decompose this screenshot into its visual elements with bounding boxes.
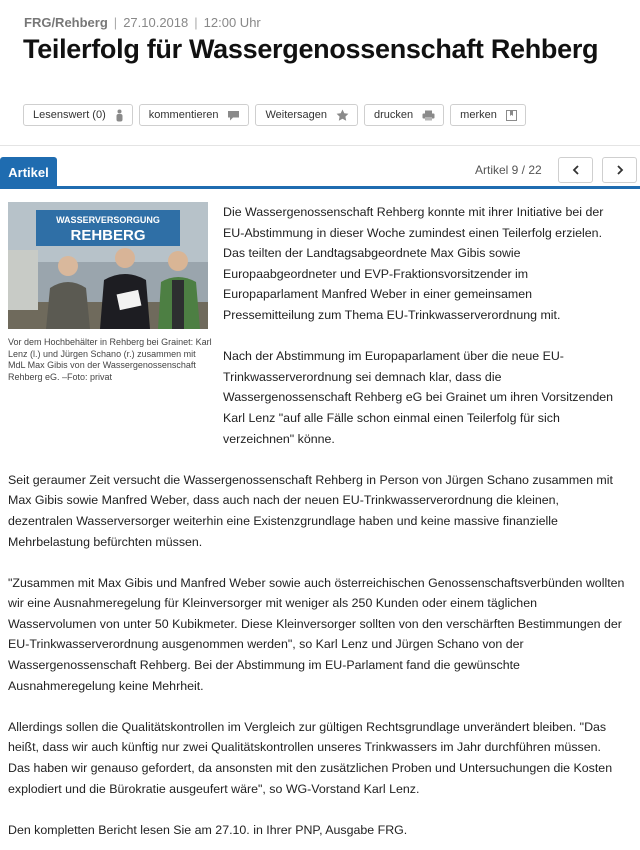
lesenswert-label: Lesenswert (0): [33, 109, 106, 121]
page-title: Teilerfolg für Wassergenossenschaft Rehberg: [23, 34, 599, 64]
article-meta: [24, 15, 261, 30]
next-article-button[interactable]: [602, 157, 637, 183]
article-actions: [23, 104, 526, 126]
article-header: [0, 0, 640, 146]
meta-separator: |: [113, 15, 118, 30]
print-label: drucken: [374, 109, 414, 121]
sign-line-1: WASSERVERSORGUNG: [56, 215, 160, 225]
chevron-left-icon: [572, 165, 580, 175]
share-button[interactable]: [255, 104, 358, 126]
comment-button[interactable]: [139, 104, 250, 126]
article-photo[interactable]: [8, 202, 208, 329]
lesenswert-button[interactable]: [23, 104, 133, 126]
bookmark-icon: [506, 110, 517, 121]
tab-artikel[interactable]: Artikel: [0, 157, 57, 188]
article-date: 27.10.2018: [123, 15, 189, 30]
photo-caption: Vor dem Hochbehälter in Rehberg bei Grainet: Karl Lenz (l.) und Jürgen Schano (r.) zusammen mit MdL Max Gibis von der Wassergenossenschaft Rehberg eG. –Foto: privat: [8, 337, 212, 382]
share-label: Weitersagen: [265, 109, 328, 121]
paragraph: "Zusammen mit Max Gibis und Manfred Weber sowie auch österreichischen Genossenschaftsverbünden wollten wir eine Ausnahmeregelung für Kleinversorger mit weniger als 250 Kunden oder einem täglichen Wasservolumen von unter 50 Kubikmeter. Diese Kleinversorger sollten von den verschärften Bestimmungen der EU-Trinkwasserverordnung ausgenommen werden", so Karl Lenz und Jürgen Schano von der Wassergenossenschaft Rehberg. Bei der Abstimmung im EU-Parlament fand die gewünschte Ausnahmeregelung keine Mehrheit.: [8, 575, 625, 693]
tabbar-underline: [0, 186, 640, 189]
paragraph: Den kompletten Bericht lesen Sie am 27.10. in Ihrer PNP, Ausgabe FRG.: [8, 822, 408, 837]
printer-icon: [422, 110, 435, 121]
comment-icon: [227, 110, 240, 121]
paragraph: Nach der Abstimmung im Europaparlament über die neue EU-Trinkwasserverordnung sei demnach klar, dass die Wassergenossenschaft Rehberg eG bei Grainet um ihren Vorsitzenden Karl Lenz "auf alle Fälle schon einmal einen Teilerfolg für sich verzeichnen" könne.: [223, 349, 614, 446]
previous-article-button[interactable]: [558, 157, 593, 183]
paragraph: Die Wassergenossenschaft Rehberg konnte mit ihrer Initiative bei der EU-Abstimmung in dieser Woche zumindest einen Teilerfolg erzielen. Das teilten der Landtagsabgeordnete Max Gibis sowie Europaabgeordneter und EVP-Fraktionsvorsitzender im Europaparlament Manfred Weber in einer gemeinsamen Pressemitteilung zum Thema EU-Trinkwasserverordnung mit.: [223, 205, 604, 322]
photo-illustration: [8, 202, 208, 329]
article-counter: Artikel 9 / 22: [475, 163, 542, 177]
thumb-up-icon: [115, 109, 124, 122]
print-button[interactable]: [364, 104, 444, 126]
star-icon: [336, 109, 349, 121]
chevron-right-icon: [616, 165, 624, 175]
meta-separator: |: [194, 15, 198, 30]
comment-label: kommentieren: [148, 109, 219, 121]
bookmark-button[interactable]: [450, 104, 526, 126]
paragraph: Seit geraumer Zeit versucht die Wassergenossenschaft Rehberg in Person von Jürgen Schano zusammen mit Max Gibis sowie Manfred Weber, dass auch nach der neuen EU-Trinkwasserverordnung die kleinen, dezentralen Wasserversorger weiterhin eine Existenzgrundlage haben und keine massive finanzielle Mehrbelastung befürchten müssen.: [8, 472, 613, 549]
article-source: FRG/Rehberg: [24, 15, 108, 30]
bookmark-label: merken: [460, 109, 497, 121]
paragraph: Allerdings sollen die Qualitätskontrollen im Vergleich zur gültigen Rechtsgrundlage unverändert bleiben. "Das heißt, dass wir auch künftig nur zwei Qualitätskontrollen unseres Trinkwassers im Jahr durchführen müssen. Das haben wir genauso gefordert, da ansonsten mit den zusätzlichen Proben und Untersuchungen die Kosten explodiert und die Bürokratie ausgeufert wäre", so WG-Vorstand Karl Lenz.: [8, 719, 613, 796]
article-time: 12:00 Uhr: [203, 15, 261, 30]
article-tabbar: [0, 155, 640, 189]
sign-line-2: REHBERG: [70, 227, 146, 244]
